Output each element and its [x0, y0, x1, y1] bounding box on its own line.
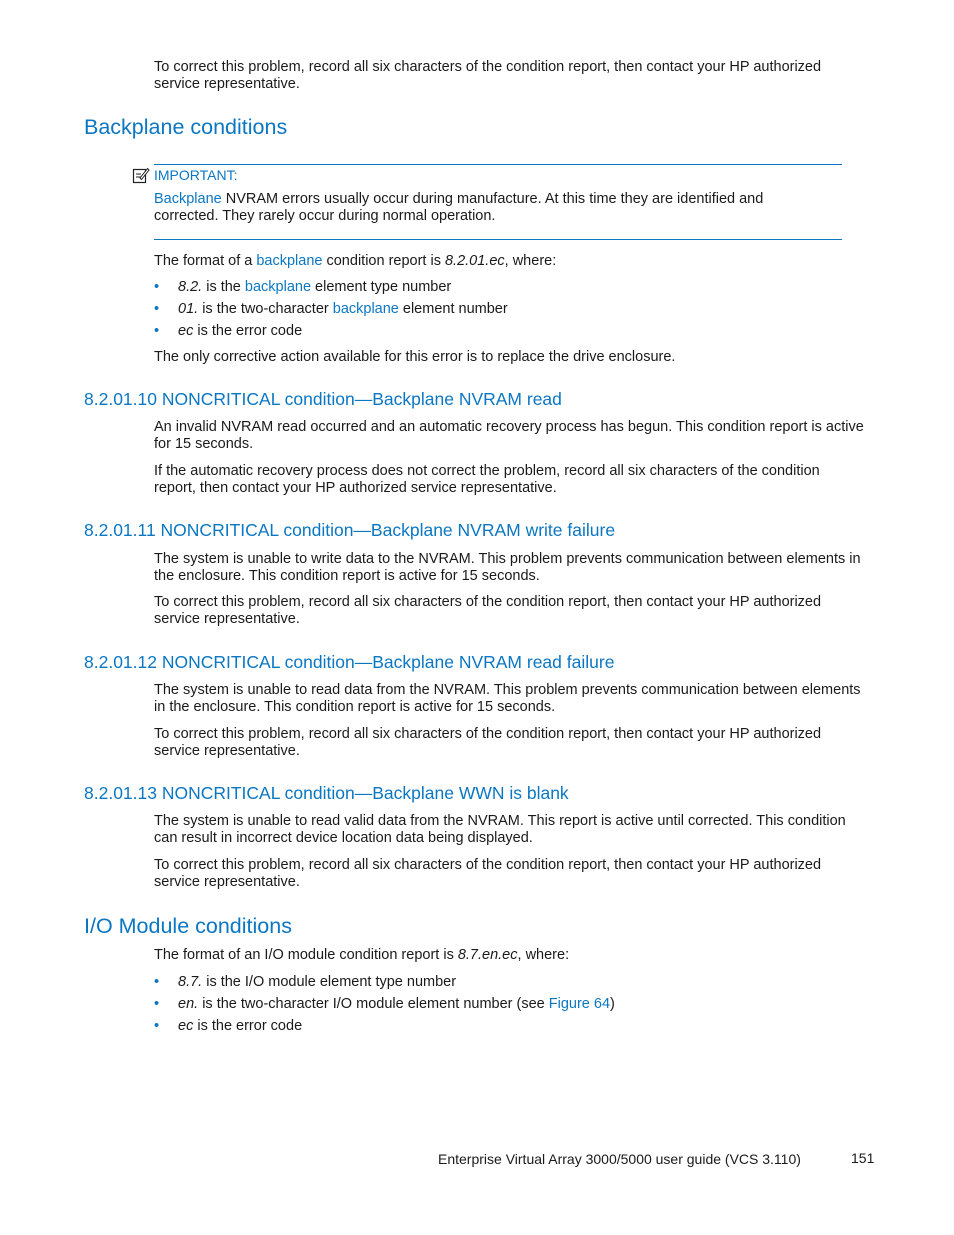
note-pencil-icon: [132, 166, 150, 184]
important-label: IMPORTANT:: [154, 167, 238, 183]
section-text: To correct this problem, record all six characters of the condition report, then contact your HP authorized service representative.: [154, 857, 822, 890]
io-bullet-list: [154, 971, 854, 1037]
backplane-link[interactable]: backplane: [256, 253, 323, 269]
list-item: [154, 276, 854, 298]
bullet-text: is the two-character I/O module element number (see: [198, 996, 549, 1012]
format-code: 8.7.en.ec: [457, 947, 518, 963]
backplane-link[interactable]: backplane: [244, 279, 312, 295]
bullet-text: is the I/O module element type number: [202, 974, 457, 990]
important-text: NVRAM errors usually occur during manufacture. At this time they are identified and corrected. They rarely occur during normal operation.: [154, 191, 764, 224]
bullet-icon: •: [154, 301, 160, 317]
io-heading: I/O Module conditions: [84, 914, 292, 938]
section-paragraph: [154, 682, 864, 716]
section-text: The system is unable to write data to the NVRAM. This problem prevents communication between elements in the enclosure. This condition report is active for 15 seconds.: [154, 551, 861, 584]
footer-title: Enterprise Virtual Array 3000/5000 user guide (VCS 3.110): [438, 1151, 801, 1167]
bullet-text: ): [610, 996, 615, 1012]
backplane-bullet-list: [154, 276, 854, 342]
corrective-paragraph: [154, 349, 864, 366]
section-paragraph: [154, 463, 864, 497]
bullet-text: is the two-character: [198, 301, 333, 317]
list-item: [154, 971, 854, 993]
bullet-code: 8.2.: [178, 279, 203, 295]
bullet-text: element number: [398, 301, 508, 317]
page-number: 151: [851, 1150, 875, 1166]
bullet-code: ec: [178, 323, 194, 339]
figure-64-link[interactable]: Figure 64: [548, 996, 611, 1012]
bullet-icon: •: [154, 974, 160, 990]
bullet-code: en.: [178, 996, 199, 1012]
section-paragraph: [154, 419, 864, 453]
section-heading: 8.2.01.10 NONCRITICAL condition—Backplane NVRAM read: [84, 389, 562, 409]
section-text: The system is unable to read valid data from the NVRAM. This report is active until corrected. This condition can result in incorrect device location data being displayed.: [154, 813, 846, 846]
io-format-paragraph: [154, 947, 864, 964]
intro-text: To correct this problem, record all six characters of the condition report, then contact your HP authorized service representative.: [154, 59, 822, 92]
bullet-code: 01.: [178, 301, 199, 317]
important-bottom-rule: [154, 239, 842, 240]
bullet-code: ec: [178, 1018, 194, 1034]
section-heading: 8.2.01.11 NONCRITICAL condition—Backplane NVRAM write failure: [84, 520, 616, 540]
format-prefix: The format of an I/O module condition report is: [154, 947, 458, 963]
section-paragraph: [154, 551, 864, 585]
bullet-icon: •: [154, 996, 160, 1012]
section-heading: 8.2.01.12 NONCRITICAL condition—Backplane NVRAM read failure: [84, 652, 615, 672]
intro-paragraph: [154, 59, 864, 93]
corrective-text: The only corrective action available for this error is to replace the drive enclosure.: [154, 349, 676, 365]
format-suffix: , where:: [504, 253, 557, 269]
section-text: If the automatic recovery process does not correct the problem, record all six characters of the condition report, then contact your HP authorized service representative.: [154, 463, 820, 496]
format-suffix: , where:: [517, 947, 570, 963]
section-text: An invalid NVRAM read occurred and an automatic recovery process has begun. This condition report is active for 15 seconds.: [154, 419, 864, 452]
backplane-format-paragraph: [154, 253, 864, 270]
format-code: 8.2.01.ec: [444, 253, 505, 269]
bullet-code: 8.7.: [178, 974, 203, 990]
important-top-rule: [154, 164, 842, 165]
bullet-text: element type number: [311, 279, 452, 295]
section-paragraph: [154, 726, 864, 760]
format-prefix: The format of a: [154, 253, 257, 269]
section-heading: 8.2.01.13 NONCRITICAL condition—Backplane WWN is blank: [84, 783, 569, 803]
section-text: To correct this problem, record all six characters of the condition report, then contact your HP authorized service representative.: [154, 726, 822, 759]
backplane-link[interactable]: backplane: [332, 301, 399, 317]
bullet-text: is the error code: [193, 323, 303, 339]
format-mid: condition report is: [322, 253, 445, 269]
section-paragraph: [154, 813, 864, 847]
section-text: The system is unable to read data from the NVRAM. This problem prevents communication between elements in the enclosure. This condition report is active for 15 seconds.: [154, 682, 861, 715]
section-paragraph: [154, 594, 864, 628]
list-item: [154, 1015, 854, 1037]
section-paragraph: [154, 857, 864, 891]
important-paragraph: [154, 191, 814, 225]
backplane-heading: Backplane conditions: [84, 115, 288, 139]
bullet-icon: •: [154, 279, 160, 295]
list-item: [154, 320, 854, 342]
bullet-icon: •: [154, 323, 160, 339]
backplane-link[interactable]: Backplane: [154, 191, 222, 207]
list-item: [154, 298, 854, 320]
section-text: To correct this problem, record all six characters of the condition report, then contact your HP authorized service representative.: [154, 594, 822, 627]
bullet-text: is the: [202, 279, 245, 295]
list-item: [154, 993, 854, 1015]
bullet-icon: •: [154, 1018, 160, 1034]
bullet-text: is the error code: [193, 1018, 303, 1034]
